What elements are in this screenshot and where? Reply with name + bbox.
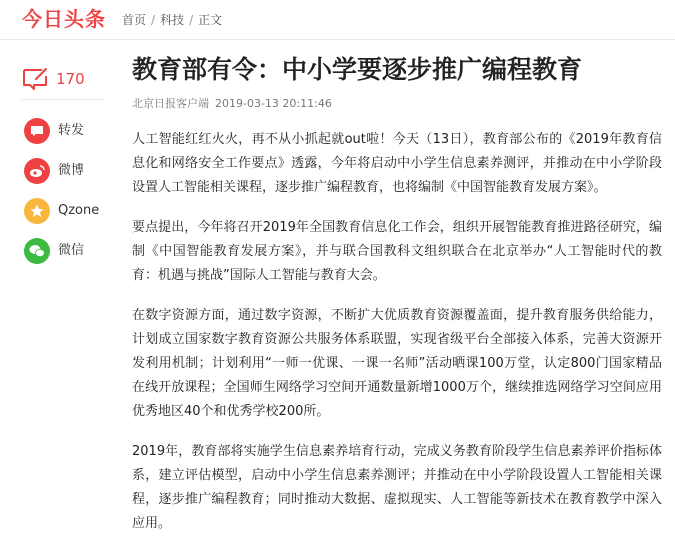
share-sidebar: [22, 60, 112, 273]
share-weibo[interactable]: [22, 153, 112, 193]
qzone-icon: [24, 198, 50, 224]
comment-count: 170: [56, 70, 85, 88]
article-body: [132, 128, 662, 536]
top-bar: [0, 0, 675, 40]
weibo-icon: [24, 158, 50, 184]
article-paragraph: 要点提出，今年将召开2019年全国教育信息化工作会，组织开展智能教育推进路径研究，编制《中国智能教育发展方案》，并与联合国教科文组织联合在北京举办“人工智能时代的教育：机遇与挑战”国际人工智能与教育大会。: [132, 220, 662, 283]
repost-icon: [24, 118, 50, 144]
comment-button[interactable]: [22, 60, 104, 100]
breadcrumb-separator: /: [151, 13, 156, 27]
share-wechat[interactable]: [22, 233, 112, 273]
article-title: 教育部有令：中小学要逐步推广编程教育: [132, 55, 583, 84]
article-source[interactable]: 北京日报客户端: [132, 97, 209, 110]
breadcrumb-home[interactable]: 首页: [122, 13, 147, 27]
breadcrumb-separator: /: [189, 13, 194, 27]
article-datetime: 2019-03-13 20:11:46: [215, 97, 332, 110]
share-label: 微信: [58, 243, 85, 258]
share-qzone[interactable]: [22, 193, 112, 233]
share-label: Qzone: [58, 203, 100, 218]
breadcrumb: [122, 11, 222, 29]
wechat-icon: [24, 238, 50, 264]
comment-icon: [22, 68, 48, 90]
article-paragraph: 人工智能红红火火，再不从小抓起就out啦！今天（13日），教育部公布的《2019年教育信息化和网络安全工作要点》透露，今年将启动中小学生信息素养测评，并推动在中小学阶段设置人工智能相关课程，逐步推广编程教育，也将编制《中国智能教育发展方案》。: [132, 132, 662, 195]
share-list: [22, 113, 112, 273]
share-label: 微博: [58, 163, 85, 178]
share-label: 转发: [58, 123, 85, 138]
article-container: [132, 52, 662, 552]
article-paragraph: 2019年，教育部将实施学生信息素养培育行动，完成义务教育阶段学生信息素养评价指标体系，建立评估模型，启动中小学生信息素养测评；并推动在中小学阶段设置人工智能相关课程，逐步推广编程教育；同时推动大数据、虚拟现实、人工智能等新技术在教育教学中深入应用。: [132, 444, 662, 531]
breadcrumb-current: 正文: [198, 13, 223, 27]
article-paragraph: 在数字资源方面，通过数字资源，不断扩大优质教育资源覆盖面，提升教育服务供给能力，计划成立国家数字教育资源公共服务体系联盟，实现省级平台全部接入体系，完善大资源开发利用机制；计划利用“一师一优课、一课一名师”活动晒课100万堂，认定800门国家精品在线开放课程；全国师生网络学习空间开通数量新增1000万个，继续推选网络学习空间应用优秀地区40个和优秀学校200所。: [132, 308, 662, 419]
article-meta: [132, 96, 662, 112]
toutiao-logo[interactable]: 今日头条: [22, 7, 106, 31]
breadcrumb-tech[interactable]: 科技: [160, 13, 185, 27]
share-repost[interactable]: [22, 113, 112, 153]
